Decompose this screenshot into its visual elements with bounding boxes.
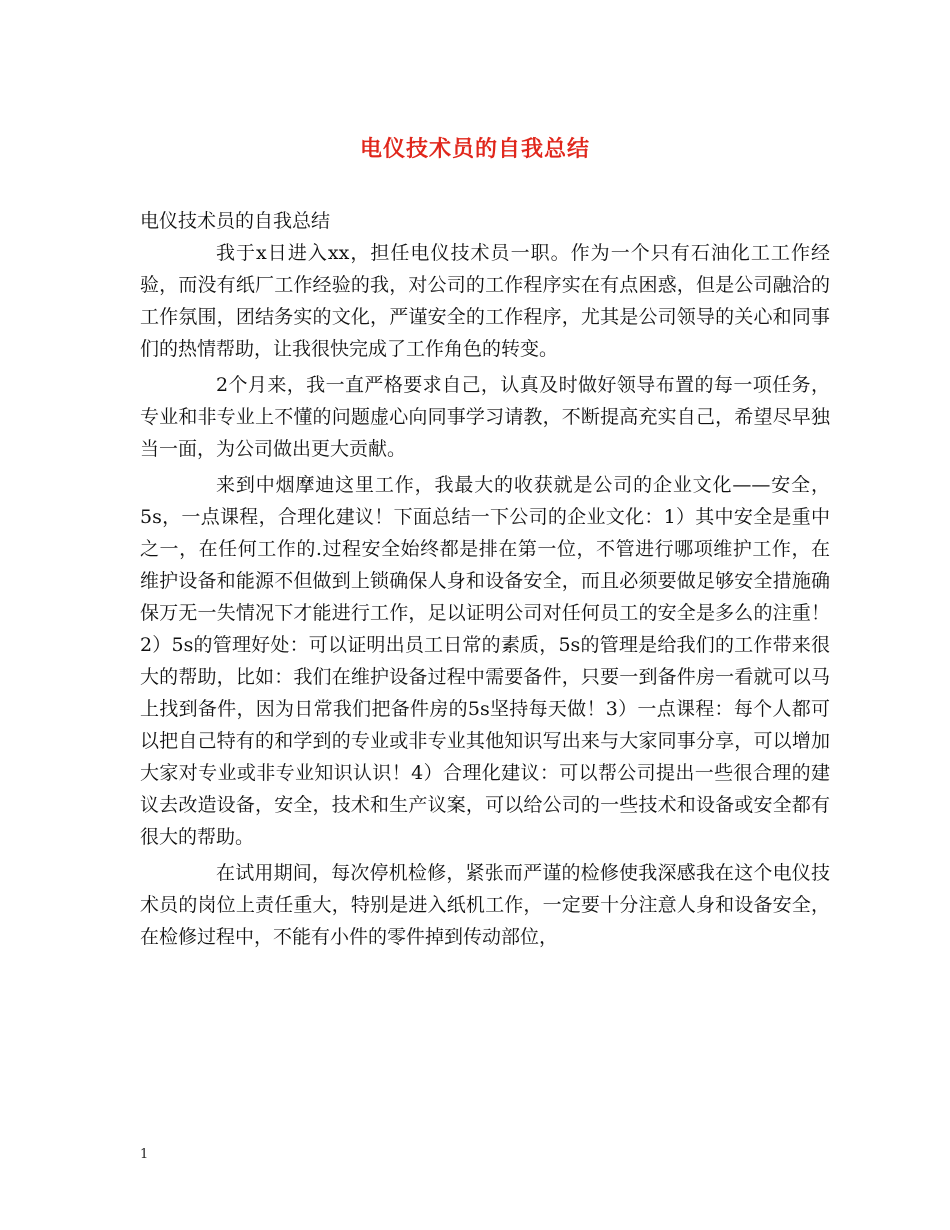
paragraph-1: 我于x日进入xx，担任电仪技术员一职。作为一个只有石油化工工作经验，而没有纸厂工作经验的我，对公司的工作程序实在有点困惑，但是公司融洽的工作氛围，团结务实的文化，严谨安全的工作程序，尤其是公司领导的关心和同事们的热情帮助，让我很快完成了工作角色的转变。: [140, 242, 830, 360]
paragraph-2: 2个月来，我一直严格要求自己，认真及时做好领导布置的每一项任务，专业和非专业上不懂的问题虚心向同事学习请教，不断提高充实自己，希望尽早独当一面，为公司做出更大贡献。: [140, 374, 830, 460]
document-title: 电仪技术员的自我总结: [359, 136, 590, 162]
document-subtitle: 电仪技术员的自我总结: [140, 210, 331, 232]
document-body: [140, 205, 830, 957]
paragraph-4: 在试用期间，每次停机检修，紧张而严谨的检修使我深感我在这个电仪技术员的岗位上责任重大，特别是进入纸机工作，一定要十分注意人身和设备安全，在检修过程中，不能有小件的零件掉到传动部位，: [140, 862, 830, 948]
page-number: 1: [140, 1147, 149, 1162]
paragraph-3: 来到中烟摩迪这里工作，我最大的收获就是公司的企业文化——安全，5s，一点课程，合理化建议！下面总结一下公司的企业文化：1）其中安全是重中之一，在任何工作的.过程安全始终都是排在第一位，不管进行哪项维护工作，在维护设备和能源不但做到上锁确保人身和设备安全，而且必须要做足够安全措施确保万无一失情况下才能进行工作，足以证明公司对任何员工的安全是多么的注重！2）5s的管理好处：可以证明出员工日常的素质，5s的管理是给我们的工作带来很大的帮助，比如：我们在维护设备过程中需要备件，只要一到备件房一看就可以马上找到备件，因为日常我们把备件房的5s坚持每天做！3）一点课程：每个人都可以把自己特有的和学到的专业或非专业其他知识写出来与大家同事分享，可以增加大家对专业或非专业知识认识！4）合理化建议：可以帮公司提出一些很合理的建议去改造设备，安全，技术和生产议案，可以给公司的一些技术和设备或安全都有很大的帮助。: [140, 474, 830, 848]
